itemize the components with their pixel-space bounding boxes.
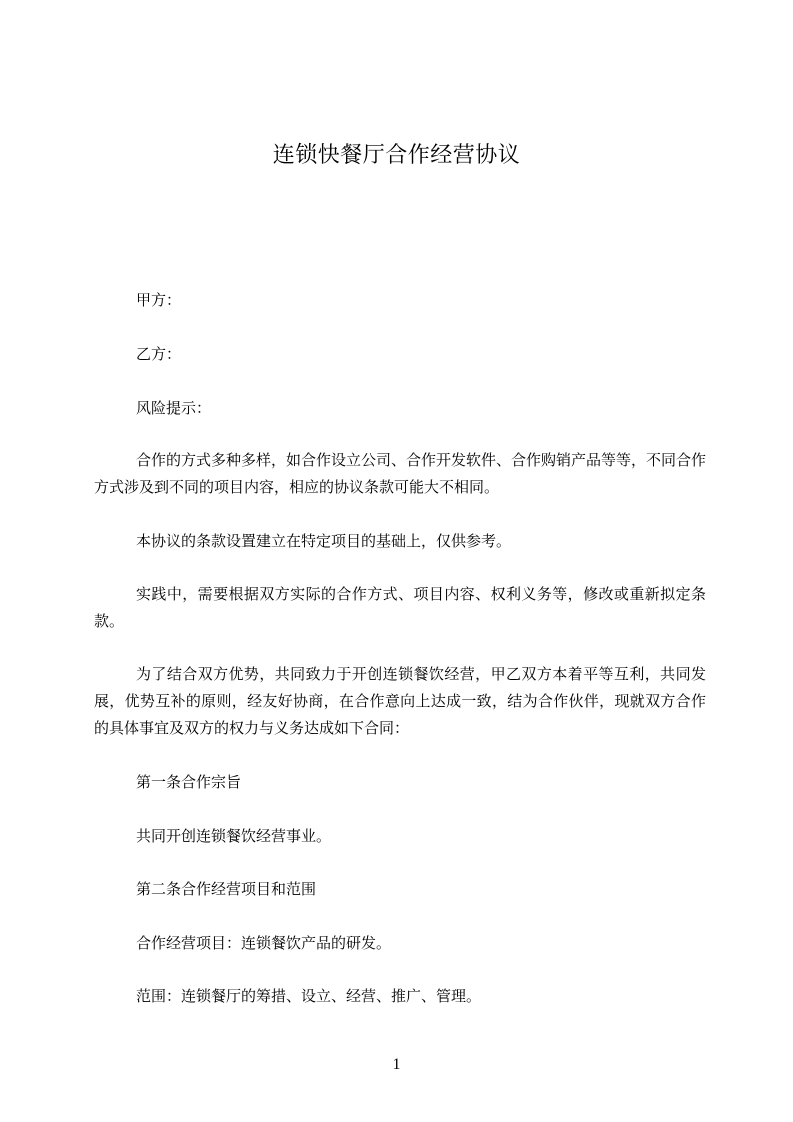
article-2-project: 合作经营项目：连锁餐饮产品的研发。 [136,934,392,952]
risk-notice-paragraph-2: 本协议的条款设置建立在特定项目的基础上，仅供参考。 [136,532,512,550]
risk-notice-heading: 风险提示： [136,399,212,417]
article-1-content: 共同开创连锁餐饮经营事业。 [136,827,332,845]
article-2-scope: 范围：连锁餐厅的筹措、设立、经营、推广、管理。 [136,987,482,1005]
party-a-label: 甲方： [136,291,182,309]
risk-notice-paragraph-1: 合作的方式多种多样，如合作设立公司、合作开发软件、合作购销产品等等，不同合作方式涉及到不同的项目内容，相应的协议条款可能大不相同。 [94,451,707,496]
article-2-heading: 第二条合作经营项目和范围 [136,880,317,898]
party-b-label: 乙方： [136,345,182,363]
document-title: 连锁快餐厅合作经营协议 [272,143,521,168]
article-1-heading: 第一条合作宗旨 [136,773,242,791]
risk-notice-paragraph-3: 实践中，需要根据双方实际的合作方式、项目内容、权利义务等，修改或重新拟定条款。 [94,585,706,630]
preamble-paragraph: 为了结合双方优势，共同致力于开创连锁餐饮经营，甲乙双方本着平等互利，共同发展，优势互补的原则，经友好协商，在合作意向上达成一致，结为合作伙伴，现就双方合作的具体事宜及双方的权力与义务达成如下合同： [94,665,706,737]
page-number: 1 [392,1056,401,1073]
